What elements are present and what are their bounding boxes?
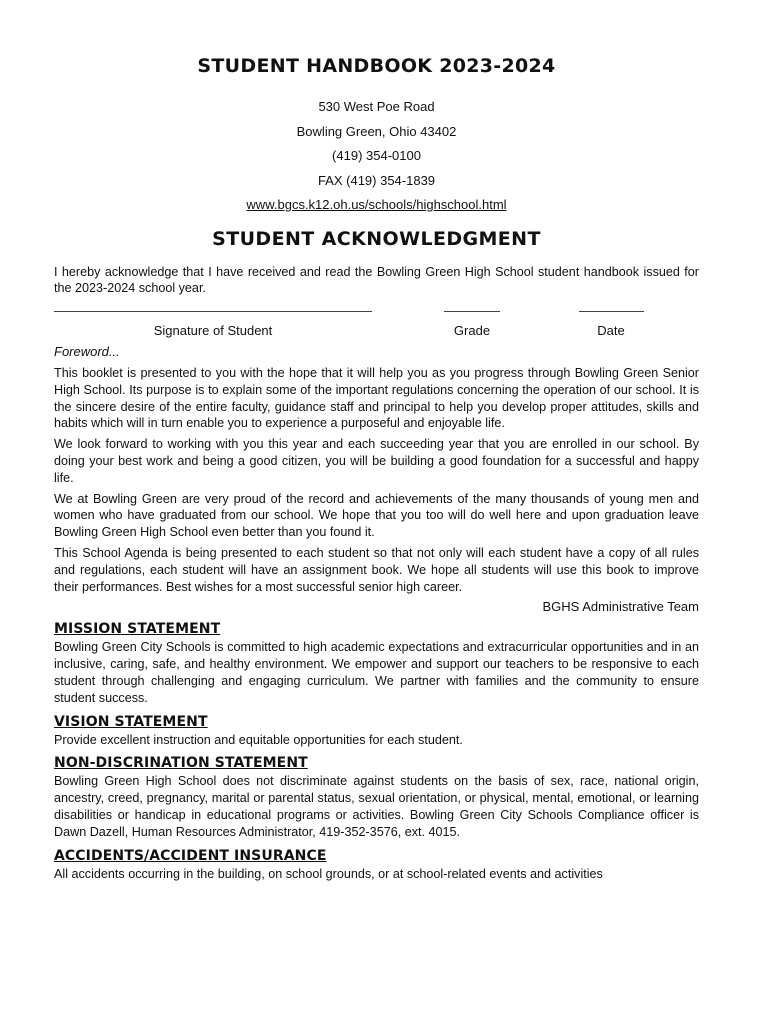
foreword-paragraph: This School Agenda is being presented to each student so that not only will each student have a copy of all rules and regulations, each student will have an assignment book. We hope all students will use this book to improve their performances. Best wishes for a most successful senior high career. — [54, 546, 699, 594]
school-address-block — [54, 95, 699, 218]
foreword-paragraph: We look forward to working with you this year and each succeeding year that you are enrolled in our school. By doing your best work and being a good citizen, you will be building a good foundation for a successful and happy life. — [54, 437, 699, 485]
accidents-text: All accidents occurring in the building, on school grounds, or at school-related events and activities — [54, 866, 603, 881]
signature-lines — [54, 301, 699, 323]
foreword-paragraph: We at Bowling Green are very proud of the record and achievements of the many thousands of young men and women who have graduated from our school. We hope that you too will do well here and upon graduation leave Bowling Green High School even better than you found it. — [54, 491, 699, 540]
signature-label: Signature of Student — [153, 323, 273, 339]
date-line — [579, 311, 644, 312]
nondiscrimination-text: Bowling Green High School does not discriminate against students on the basis of sex, race, national origin, ancestry, creed, pregnancy, marital or parental status, sexual orientation, or physical, mental, emotional, or learning disabilities or handicap in educational programs or activities. Bowling Green City Schools Compliance officer is Dawn Dazell, Human Resources Administrator, 419-352-3576, ext. 4015. — [54, 774, 699, 839]
vision-text: Provide excellent instruction and equitable opportunities for each student. — [54, 732, 463, 747]
acknowledgment-text: I hereby acknowledge that I have received and read the Bowling Green High School student handbook issued for the 2023-2024 school year. — [54, 264, 699, 296]
grade-label: Grade — [453, 323, 491, 339]
foreword-heading: Foreword... — [54, 344, 120, 360]
mission-text: Bowling Green City Schools is committed to high academic expectations and extracurricular opportunities and in an inclusive, caring, safe, and healthy environment. We empower and support our teachers to be responsive to each student through challenging and engaging curriculum. We partner with families and the community to ensure student success. — [54, 640, 699, 705]
foreword-paragraph: This booklet is presented to you with the hope that it will help you as you progress through Bowling Green Senior High School. Its purpose is to explain some of the important regulations concerning the operation of our school. It is the sincere desire of the entire faculty, guidance staff and principal to help you develop proper attitudes, skills and habits which will in turn enable you to experience a purposeful and enjoyable life. — [54, 366, 699, 431]
phone-number: (419) 354-0100 — [332, 148, 421, 163]
website-link[interactable]: www.bgcs.k12.oh.us/schools/highschool.html — [246, 197, 507, 212]
address-line-2: Bowling Green, Ohio 43402 — [296, 123, 457, 139]
mission-heading: MISSION STATEMENT — [54, 621, 221, 638]
document-title: STUDENT HANDBOOK 2023-2024 — [197, 55, 556, 77]
nondiscrimination-heading: NON-DISCRINATION STATEMENT — [54, 755, 308, 772]
fax-number: FAX (419) 354-1839 — [317, 172, 436, 188]
address-line-1: 530 West Poe Road — [318, 99, 435, 114]
vision-heading: VISION STATEMENT — [54, 713, 208, 730]
handbook-page — [54, 0, 699, 882]
date-label: Date — [597, 323, 625, 339]
acknowledgment-title: STUDENT ACKNOWLEDGMENT — [212, 227, 541, 250]
signature-line — [54, 311, 372, 312]
grade-line — [444, 311, 500, 312]
accidents-heading: ACCIDENTS/ACCIDENT INSURANCE — [54, 847, 327, 864]
foreword-sign-off: BGHS Administrative Team — [542, 599, 699, 615]
signature-labels — [54, 323, 699, 341]
